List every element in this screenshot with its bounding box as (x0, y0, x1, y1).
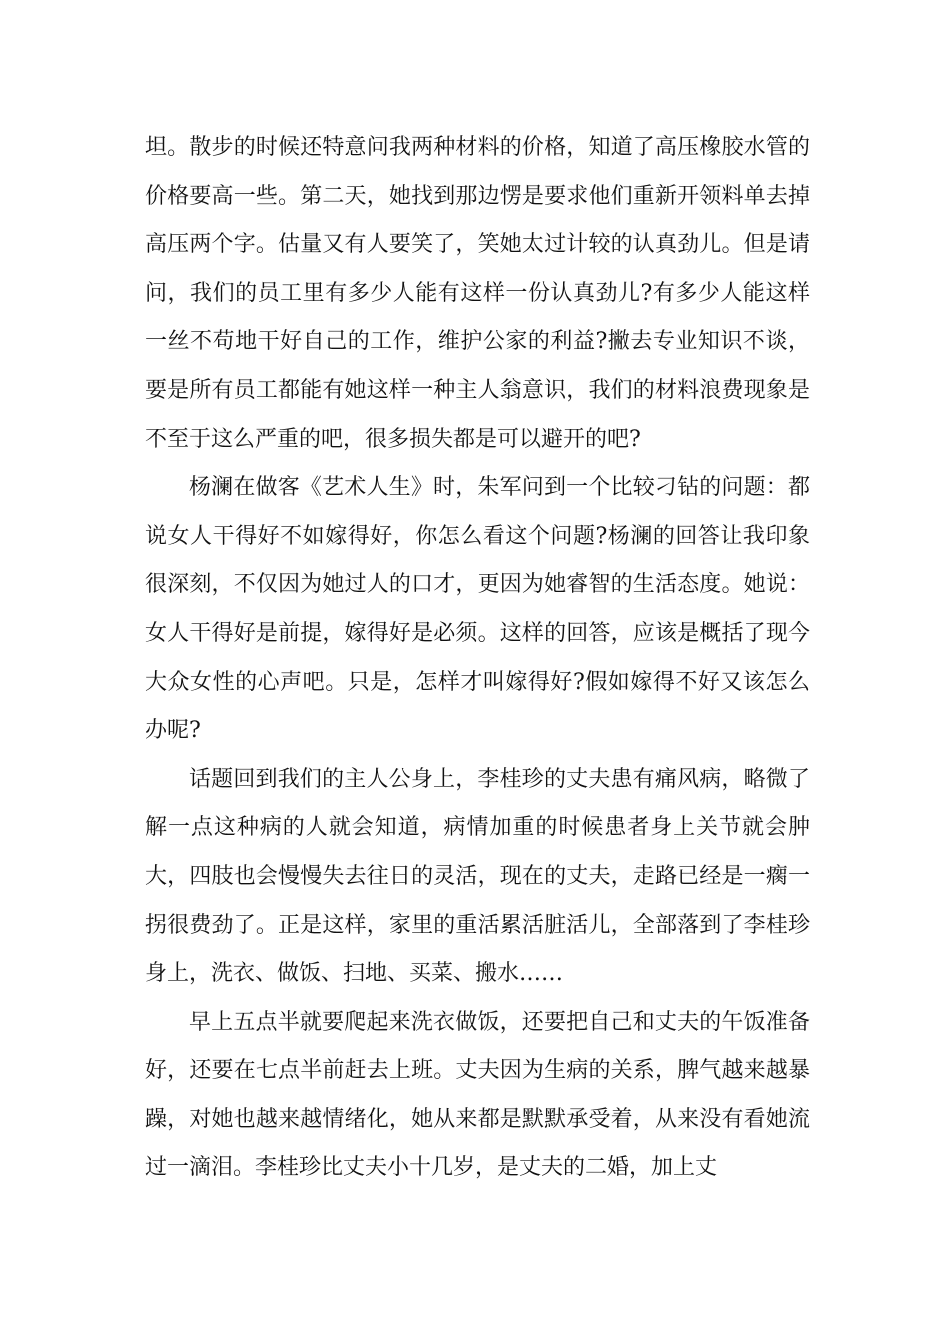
paragraph-1: 坦。散步的时候还特意问我两种材料的价格，知道了高压橡胶水管的价格要高一些。第二天，她找到那边愣是要求他们重新开领料单去掉高压两个字。估量又有人要笑了，笑她太过计较的认真劲儿。但是请问，我们的员工里有多少人能有这样一份认真劲儿?有多少人能这样一丝不苟地干好自己的工作，维护公家的利益?撇去专业知识不谈，要是所有员工都能有她这样一种主人翁意识，我们的材料浪费现象是不至于这么严重的吧，很多损失都是可以避开的吧? (145, 135, 810, 452)
paragraph-2: 杨澜在做客《艺术人生》时，朱军问到一个比较刁钻的问题：都说女人干得好不如嫁得好，你怎么看这个问题?杨澜的回答让我印象很深刻，不仅因为她过人的口才，更因为她睿智的生活态度。她说：女人干得好是前提，嫁得好是必须。这样的回答，应该是概括了现今大众女性的心声吧。只是，怎样才叫嫁得好?假如嫁得不好又该怎么办呢? (145, 475, 810, 744)
paragraph-4: 早上五点半就要爬起来洗衣做饭，还要把自己和丈夫的午饭准备好，还要在七点半前赶去上班。丈夫因为生病的关系，脾气越来越暴躁，对她也越来越情绪化，她从来都是默默承受着，从来没有看她流过一滴泪。李桂珍比丈夫小十几岁，是丈夫的二婚，加上丈 (145, 1009, 810, 1181)
body-text (145, 124, 810, 1193)
paragraph-3: 话题回到我们的主人公身上，李桂珍的丈夫患有痛风病，略微了解一点这种病的人就会知道，病情加重的时候患者身上关节就会肿大，四肢也会慢慢失去往日的灵活，现在的丈夫，走路已经是一瘸一拐很费劲了。正是这样，家里的重活累活脏活儿，全部落到了李桂珍身上，洗衣、做饭、扫地、买菜、搬水…… (145, 766, 810, 987)
